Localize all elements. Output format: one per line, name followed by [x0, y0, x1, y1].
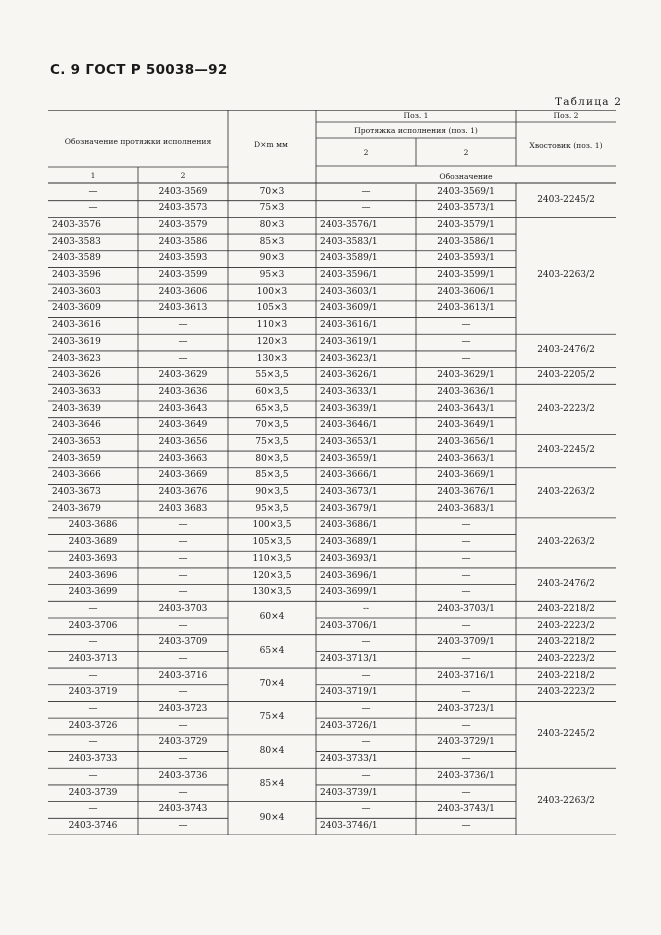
designation-col1: 2403-3666 [52, 470, 101, 481]
shank-value: 2403-2263/2 [537, 270, 595, 281]
broach-col2: — [461, 353, 471, 364]
broach-col2: — [461, 553, 471, 564]
designation-col2: — [178, 570, 188, 581]
shank-value: 2403-2223/2 [537, 403, 595, 414]
designation-col1: 2403-3689 [68, 537, 118, 548]
broach-col1: 2403-3699/1 [320, 587, 378, 598]
shank-value: 2403-2263/2 [537, 795, 595, 806]
designation-col2: — [178, 787, 188, 798]
designation-col2: 2403-3663 [158, 453, 208, 464]
broach-col2: 2403-3643/1 [437, 403, 495, 414]
header-col1-number: 1 [90, 170, 96, 180]
designation-col2: — [178, 620, 188, 631]
designation-col1: 2403-3633 [52, 386, 101, 397]
broach-col2: — [461, 320, 471, 331]
broach-col1: 2403-3719/1 [320, 687, 378, 698]
designation-col1: 2403-3623 [52, 353, 101, 364]
designation-col2: — [178, 687, 188, 698]
designation-col2: — [178, 553, 188, 564]
broach-col2: 2403-3743/1 [437, 804, 495, 815]
dm-value: 85×3 [259, 236, 285, 247]
dm-value: 70×3 [259, 186, 285, 197]
header-sub2-number: 2 [463, 148, 469, 158]
designation-col2: 2403-3709 [158, 637, 208, 648]
designation-col1: 2403-3696 [68, 570, 118, 581]
broach-col1: 2403-3739/1 [320, 787, 378, 798]
designation-col1: 2403-3609 [52, 303, 101, 314]
broach-col1: 2403-3659/1 [320, 453, 378, 464]
broach-col2: — [461, 820, 471, 831]
broach-col2: 2403-3606/1 [437, 286, 495, 297]
designation-col1: 2403-3686 [68, 520, 118, 531]
broach-col2: 2403-3683/1 [437, 503, 495, 514]
header-designation-span: Обозначение [439, 171, 493, 181]
shank-value: 2403-2245/2 [537, 194, 595, 205]
broach-col2: — [461, 336, 471, 347]
dm-value: 105×3,5 [252, 537, 292, 548]
designation-col1: 2403-3589 [52, 253, 101, 264]
shank-value: 2403-2223/2 [537, 620, 595, 631]
broach-col1: 2403-3713/1 [320, 654, 378, 664]
broach-col2: — [461, 787, 471, 798]
broach-col1: 2403-3626/1 [320, 370, 378, 381]
broach-col1: 2403-3639/1 [320, 403, 378, 414]
broach-col2: 2403-3723/1 [437, 704, 495, 715]
broach-col1: 2403-3646/1 [320, 420, 378, 431]
broach-col1: 2403-3633/1 [320, 386, 378, 397]
page-title: С. 9 ГОСТ Р 50038—92 [50, 62, 228, 78]
designation-col1: 2403-3719 [68, 687, 118, 698]
dm-value: 95×3,5 [255, 503, 289, 514]
broach-col2: — [461, 754, 471, 765]
dm-value: 90×4 [259, 812, 285, 823]
dm-value: 70×4 [259, 679, 285, 690]
broach-col2: 2403-3703/1 [437, 603, 495, 614]
designation-col2: 2403-3599 [158, 270, 208, 281]
broach-col2: — [461, 620, 471, 631]
dm-value: 120×3,5 [252, 570, 292, 581]
dm-value: 65×3,5 [255, 403, 289, 414]
dm-value: 90×3 [259, 253, 285, 264]
broach-col1: 2403-3603/1 [320, 286, 378, 297]
designation-col1: 2403-3726 [68, 720, 118, 731]
designation-col2: — [178, 537, 188, 548]
broach-col2: 2403-3593/1 [437, 253, 495, 264]
dm-value: 85×3,5 [255, 470, 289, 481]
dm-value: 130×3,5 [252, 587, 292, 598]
dm-value: 75×3,5 [255, 437, 289, 447]
shank-value: 2403-2263/2 [537, 537, 595, 548]
designation-col1: 2403-3639 [52, 403, 101, 414]
designation-col2: — [178, 320, 188, 331]
broach-col1: 2403-3619/1 [320, 336, 378, 347]
designation-col1: — [88, 737, 98, 748]
dm-value: 70×3,5 [255, 420, 289, 431]
designation-col2: 2403-3743 [158, 804, 208, 815]
header-sub1-number: 2 [363, 148, 369, 158]
broach-col1: — [361, 186, 371, 197]
designation-col2: 2403-3606 [158, 286, 208, 297]
designation-col1: 2403-3653 [52, 437, 101, 447]
shank-value: 2403-2218/2 [537, 637, 595, 648]
shank-value: 2403-2218/2 [537, 603, 595, 614]
broach-col1: -- [362, 603, 370, 614]
designation-col2: 2403-3703 [158, 603, 208, 614]
data-table [48, 110, 616, 835]
shank-value: 2403-2245/2 [537, 729, 595, 740]
broach-col1: 2403-3733/1 [320, 754, 378, 765]
header-shank: Хвостовик (поз. 1) [529, 141, 603, 151]
designation-col1: 2403-3739 [68, 787, 118, 798]
broach-col2: — [461, 520, 471, 531]
broach-col2: 2403-3716/1 [437, 670, 495, 681]
broach-col2: 2403-3579/1 [437, 220, 495, 230]
header-poz2: Поз. 2 [553, 111, 579, 121]
designation-col2: — [178, 720, 188, 731]
designation-col2: — [178, 336, 188, 347]
designation-col1: 2403-3583 [52, 236, 101, 247]
designation-col1: 2403-3619 [52, 336, 101, 347]
shank-value: 2403-2223/2 [537, 654, 595, 664]
dm-value: 100×3 [256, 286, 288, 297]
broach-col1: 2403-3679/1 [320, 503, 378, 514]
designation-col2: — [178, 587, 188, 598]
dm-value: 95×3 [259, 270, 285, 281]
designation-col2: 2403-3613 [158, 303, 208, 314]
broach-col2: 2403-3649/1 [437, 420, 495, 431]
broach-col2: 2403-3736/1 [437, 770, 495, 781]
dm-value: 60×4 [259, 612, 285, 623]
broach-col1: 2403-3746/1 [320, 820, 378, 831]
designation-col2: 2403-3593 [158, 253, 208, 264]
dm-value: 80×3,5 [255, 453, 289, 464]
designation-col2: 2403-3656 [158, 437, 208, 447]
designation-col2: 2403-3643 [158, 403, 208, 414]
broach-col2: — [461, 687, 471, 698]
broach-col2: 2403-3676/1 [437, 487, 495, 498]
designation-col1: 2403-3699 [68, 587, 118, 598]
table-caption: Таблица 2 [555, 96, 623, 108]
designation-col1: 2403-3626 [52, 370, 101, 381]
designation-col2: 2403-3649 [158, 420, 208, 431]
broach-col2: 2403-3729/1 [437, 737, 495, 748]
designation-col2: 2403-3676 [158, 487, 208, 498]
shank-value: 2403-2263/2 [537, 487, 595, 498]
broach-col1: — [361, 704, 371, 715]
header-poz1: Поз. 1 [403, 111, 429, 121]
designation-col2: — [178, 520, 188, 531]
broach-col1: — [361, 737, 371, 748]
broach-col2: 2403-3709/1 [437, 637, 495, 648]
designation-col1: 2403-3576 [52, 220, 101, 230]
designation-col1: 2403-3603 [52, 286, 101, 297]
header-col2-number: 2 [180, 170, 186, 180]
dm-value: 120×3 [256, 336, 288, 347]
broach-col1: 2403-3666/1 [320, 470, 378, 481]
header-broach: Протяжка исполнения (поз. 1) [354, 125, 478, 135]
designation-col1: — [88, 670, 98, 681]
shank-value: 2403-2223/2 [537, 687, 595, 698]
shank-value: 2403-2218/2 [537, 670, 595, 681]
designation-col1: 2403-3659 [52, 453, 101, 464]
broach-col1: 2403-3673/1 [320, 487, 378, 498]
broach-col1: 2403-3609/1 [320, 303, 378, 314]
designation-col2: 2403-3716 [158, 670, 208, 681]
broach-col1: 2403-3589/1 [320, 253, 378, 264]
broach-col1: — [361, 804, 371, 815]
designation-col2: 2403 3683 [158, 503, 208, 514]
designation-col1: 2403-3733 [68, 754, 118, 765]
designation-col1: — [88, 186, 98, 197]
dm-value: 90×3,5 [255, 487, 289, 498]
broach-col2: 2403-3669/1 [437, 470, 495, 481]
designation-col1: 2403-3693 [68, 553, 118, 564]
broach-col1: — [361, 670, 371, 681]
designation-col2: 2403-3729 [158, 737, 208, 748]
broach-col2: — [461, 720, 471, 731]
broach-col2: 2403-3613/1 [437, 303, 495, 314]
broach-col1: — [361, 637, 371, 648]
shank-value: 2403-2205/2 [537, 370, 595, 381]
shank-value: 2403-2245/2 [537, 445, 595, 456]
broach-col2: 2403-3586/1 [437, 236, 495, 247]
broach-col2: 2403-3629/1 [437, 370, 495, 381]
designation-col2: 2403-3579 [158, 220, 208, 230]
designation-col2: — [178, 353, 188, 364]
dm-value: 80×4 [259, 745, 285, 756]
dm-value: 65×4 [259, 645, 285, 656]
designation-col2: — [178, 654, 188, 664]
broach-col2: 2403-3569/1 [437, 186, 495, 197]
designation-col2: — [178, 820, 188, 831]
dm-value: 55×3,5 [255, 370, 289, 381]
dm-value: 80×3 [259, 220, 285, 230]
broach-col1: 2403-3583/1 [320, 236, 378, 247]
dm-value: 85×4 [259, 779, 285, 790]
broach-col1: 2403-3623/1 [320, 353, 378, 364]
broach-col1: 2403-3726/1 [320, 720, 378, 731]
designation-col1: 2403-3679 [52, 503, 101, 514]
dm-value: 105×3 [256, 303, 288, 314]
designation-col1: 2403-3596 [52, 270, 101, 281]
designation-col1: 2403-3616 [52, 320, 101, 331]
dm-value: 75×4 [259, 712, 285, 723]
shank-value: 2403-2476/2 [537, 578, 595, 589]
dm-value: 60×3,5 [255, 386, 289, 397]
shank-value: 2403-2476/2 [537, 345, 595, 356]
designation-col2: 2403-3636 [158, 386, 208, 397]
designation-col1: — [88, 637, 98, 648]
broach-col2: 2403-3573/1 [437, 203, 495, 214]
broach-col1: 2403-3653/1 [320, 437, 378, 447]
broach-col1: — [361, 770, 371, 781]
broach-col1: 2403-3693/1 [320, 553, 378, 564]
broach-col1: — [361, 203, 371, 214]
designation-col1: — [88, 203, 98, 214]
dm-value: 75×3 [259, 203, 285, 214]
broach-col2: 2403-3656/1 [437, 437, 495, 447]
broach-col1: 2403-3686/1 [320, 520, 378, 531]
designation-col1: — [88, 770, 98, 781]
broach-col2: — [461, 570, 471, 581]
designation-col1: 2403-3746 [68, 820, 118, 831]
designation-col2: 2403-3569 [158, 186, 208, 197]
designation-col1: 2403-3646 [52, 420, 101, 431]
dm-value: 110×3,5 [252, 553, 292, 564]
designation-col2: 2403-3629 [158, 370, 208, 381]
designation-col1: — [88, 704, 98, 715]
designation-col2: — [178, 754, 188, 765]
broach-col1: 2403-3596/1 [320, 270, 378, 281]
broach-col1: 2403-3576/1 [320, 220, 378, 230]
broach-col1: 2403-3689/1 [320, 537, 378, 548]
designation-col1: 2403-3673 [52, 487, 101, 498]
designation-col2: 2403-3736 [158, 770, 208, 781]
broach-col2: 2403-3663/1 [437, 453, 495, 464]
designation-col2: 2403-3723 [158, 704, 208, 715]
designation-col1: — [88, 804, 98, 815]
designation-col1: 2403-3713 [68, 654, 118, 664]
header-dm: D×m мм [254, 140, 288, 150]
dm-value: 130×3 [256, 353, 288, 364]
designation-col1: 2403-3706 [68, 620, 118, 631]
dm-value: 110×3 [256, 320, 288, 331]
broach-col1: 2403-3696/1 [320, 570, 378, 581]
designation-col2: 2403-3573 [158, 203, 208, 214]
broach-col2: 2403-3599/1 [437, 270, 495, 281]
broach-col2: 2403-3636/1 [437, 386, 495, 397]
broach-col2: — [461, 654, 471, 664]
dm-value: 100×3,5 [252, 520, 292, 531]
designation-col1: — [88, 603, 98, 614]
designation-col2: 2403-3586 [158, 236, 208, 247]
broach-col2: — [461, 587, 471, 598]
designation-col2: 2403-3669 [158, 470, 208, 481]
header-designation: Обозначение протяжки исполнения [64, 137, 212, 147]
broach-col1: 2403-3706/1 [320, 620, 378, 631]
broach-col2: — [461, 537, 471, 548]
broach-col1: 2403-3616/1 [320, 320, 378, 331]
